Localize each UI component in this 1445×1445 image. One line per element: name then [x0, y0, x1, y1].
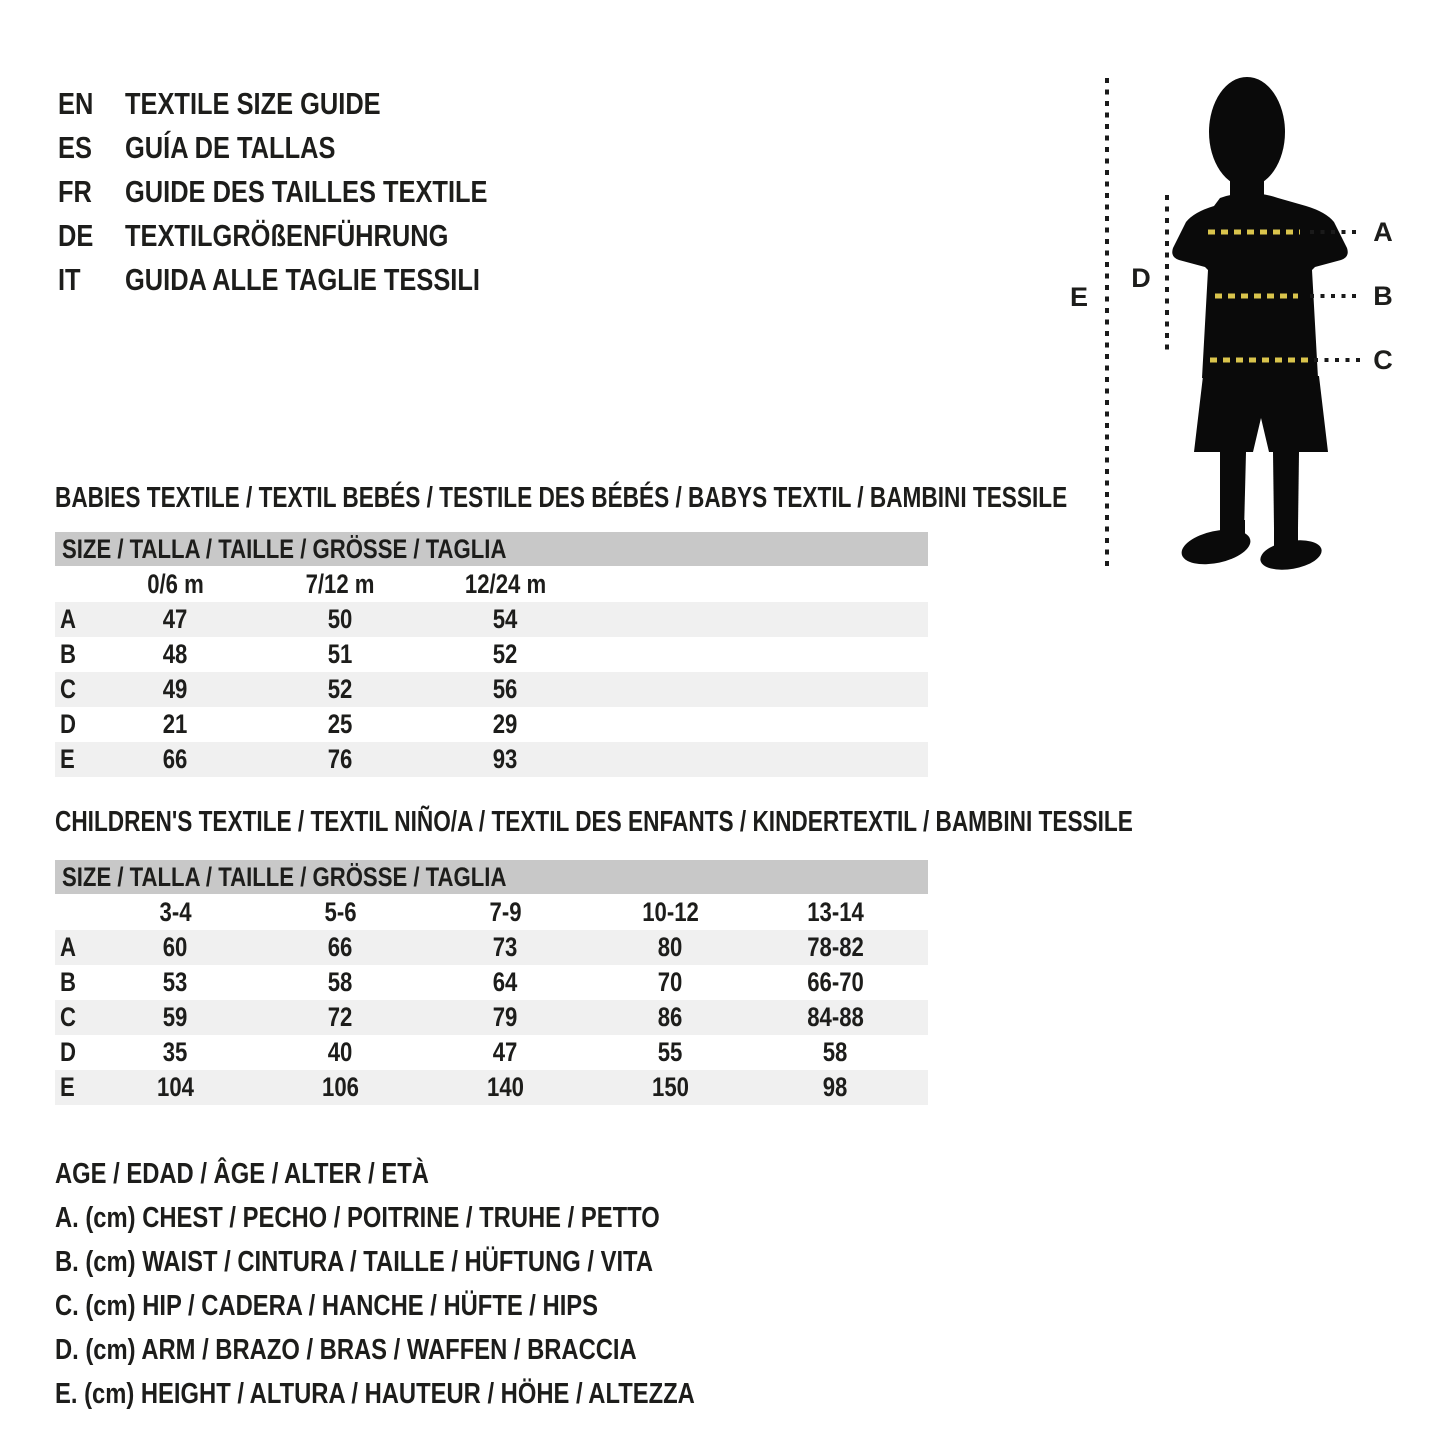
legend-line-waist: B. (cm) WAIST / CINTURA / TAILLE / HÜFTUNG / VITA: [55, 1245, 653, 1278]
babies-column-headers: [55, 566, 928, 602]
table-row: [55, 965, 928, 1000]
cell: 49: [163, 674, 188, 704]
cell: 54: [493, 604, 518, 634]
cell: 66-70: [807, 967, 864, 997]
cell: 78-82: [807, 932, 864, 962]
column-header: 7-9: [489, 896, 522, 927]
lang-title: TEXTILGRÖßENFÜHRUNG: [125, 218, 449, 253]
cell: 55: [658, 1037, 683, 1067]
legend-line-hip: C. (cm) HIP / CADERA / HANCHE / HÜFTE / HIPS: [55, 1289, 599, 1322]
table-row: [55, 1070, 928, 1105]
cell: 140: [487, 1072, 524, 1102]
cell: 52: [328, 674, 353, 704]
lang-code: IT: [58, 262, 81, 297]
row-label: C: [60, 1002, 76, 1032]
cell: 47: [493, 1037, 518, 1067]
column-header: 13-14: [807, 896, 864, 927]
table-row: [55, 930, 928, 965]
lang-row-it: [58, 258, 567, 302]
cell: 86: [658, 1002, 683, 1032]
cell: 72: [328, 1002, 353, 1032]
cell: 84-88: [807, 1002, 864, 1032]
cell: 70: [658, 967, 683, 997]
cell: 50: [328, 604, 353, 634]
silhouette-right-shoe: [1258, 536, 1324, 574]
label-waist-b: B: [1373, 281, 1393, 311]
column-header: 7/12 m: [306, 568, 375, 599]
cell: 66: [328, 932, 353, 962]
cell: 53: [163, 967, 188, 997]
lang-row-de: [58, 214, 567, 258]
lang-row-es: [58, 126, 567, 170]
cell: 59: [163, 1002, 188, 1032]
cell: 48: [163, 639, 188, 669]
cell: 21: [163, 709, 188, 739]
cell: 40: [328, 1037, 353, 1067]
cell: 80: [658, 932, 683, 962]
label-height-e: E: [1070, 282, 1089, 312]
children-size-header-bar: SIZE / TALLA / TAILLE / GRÖSSE / TAGLIA: [55, 860, 928, 894]
cell: 104: [157, 1072, 194, 1102]
column-header: 3-4: [159, 896, 192, 927]
table-row: [55, 707, 928, 742]
cell: 58: [823, 1037, 848, 1067]
label-chest-a: A: [1373, 217, 1393, 247]
lang-title: TEXTILE SIZE GUIDE: [125, 86, 381, 121]
column-header: 5-6: [324, 896, 357, 927]
cell: 60: [163, 932, 188, 962]
measurement-legend: [55, 1152, 835, 1416]
babies-size-header-bar: SIZE / TALLA / TAILLE / GRÖSSE / TAGLIA: [55, 532, 928, 566]
cell: 47: [163, 604, 188, 634]
table-row: [55, 672, 928, 707]
row-label: C: [60, 674, 76, 704]
cell: 25: [328, 709, 353, 739]
legend-line-height: E. (cm) HEIGHT / ALTURA / HAUTEUR / HÖHE / ALTEZZA: [55, 1377, 695, 1410]
lang-code: EN: [58, 86, 94, 121]
lang-code: ES: [58, 130, 92, 165]
lang-row-en: [58, 82, 567, 126]
children-size-table: [55, 860, 928, 1105]
lang-title: GUIDE DES TAILLES TEXTILE: [125, 174, 488, 209]
lang-row-fr: [58, 170, 567, 214]
table-row: [55, 602, 928, 637]
cell: 29: [493, 709, 518, 739]
row-label: B: [60, 967, 76, 997]
row-label: B: [60, 639, 76, 669]
babies-section-title: BABIES TEXTILE / TEXTIL BEBÉS / TESTILE DES BÉBÉS / BABYS TEXTIL / BAMBINI TESSILE: [55, 482, 1068, 514]
cell: 56: [493, 674, 518, 704]
cell: 98: [823, 1072, 848, 1102]
table-row: [55, 1000, 928, 1035]
cell: 79: [493, 1002, 518, 1032]
legend-line-age: AGE / EDAD / ÂGE / ALTER / ETÀ: [55, 1157, 429, 1190]
children-section-title: CHILDREN'S TEXTILE / TEXTIL NIÑO/A / TEXTIL DES ENFANTS / KINDERTEXTIL / BAMBINI TESSILE: [55, 806, 1133, 838]
lang-title: GUÍA DE TALLAS: [125, 130, 336, 165]
table-row: [55, 637, 928, 672]
lang-code: FR: [58, 174, 92, 209]
lang-title: GUIDA ALLE TAGLIE TESSILI: [125, 262, 480, 297]
column-header: 0/6 m: [147, 568, 204, 599]
label-hip-c: C: [1373, 345, 1393, 375]
cell: 35: [163, 1037, 188, 1067]
row-label: A: [60, 604, 76, 634]
label-arm-d: D: [1131, 263, 1151, 293]
legend-line-chest: A. (cm) CHEST / PECHO / POITRINE / TRUHE / PETTO: [55, 1201, 660, 1234]
language-title-block: [58, 82, 567, 302]
silhouette-shirt: [1172, 193, 1348, 378]
cell: 51: [328, 639, 353, 669]
cell: 150: [652, 1072, 689, 1102]
column-header: 12/24 m: [464, 568, 547, 599]
cell: 58: [328, 967, 353, 997]
cell: 52: [493, 639, 518, 669]
row-label: A: [60, 932, 76, 962]
column-header: 10-12: [642, 896, 699, 927]
children-column-headers: [55, 894, 928, 930]
cell: 106: [322, 1072, 359, 1102]
silhouette-shorts: [1194, 376, 1328, 452]
cell: 76: [328, 744, 353, 774]
row-label: D: [60, 709, 76, 739]
table-row: [55, 1035, 928, 1070]
table-row: [55, 742, 928, 777]
row-label: E: [60, 744, 75, 774]
lang-code: DE: [58, 218, 94, 253]
cell: 64: [493, 967, 518, 997]
cell: 93: [493, 744, 518, 774]
cell: 66: [163, 744, 188, 774]
babies-size-table: [55, 532, 928, 777]
cell: 73: [493, 932, 518, 962]
row-label: E: [60, 1072, 75, 1102]
row-label: D: [60, 1037, 76, 1067]
legend-line-arm: D. (cm) ARM / BRAZO / BRAS / WAFFEN / BRACCIA: [55, 1333, 637, 1366]
